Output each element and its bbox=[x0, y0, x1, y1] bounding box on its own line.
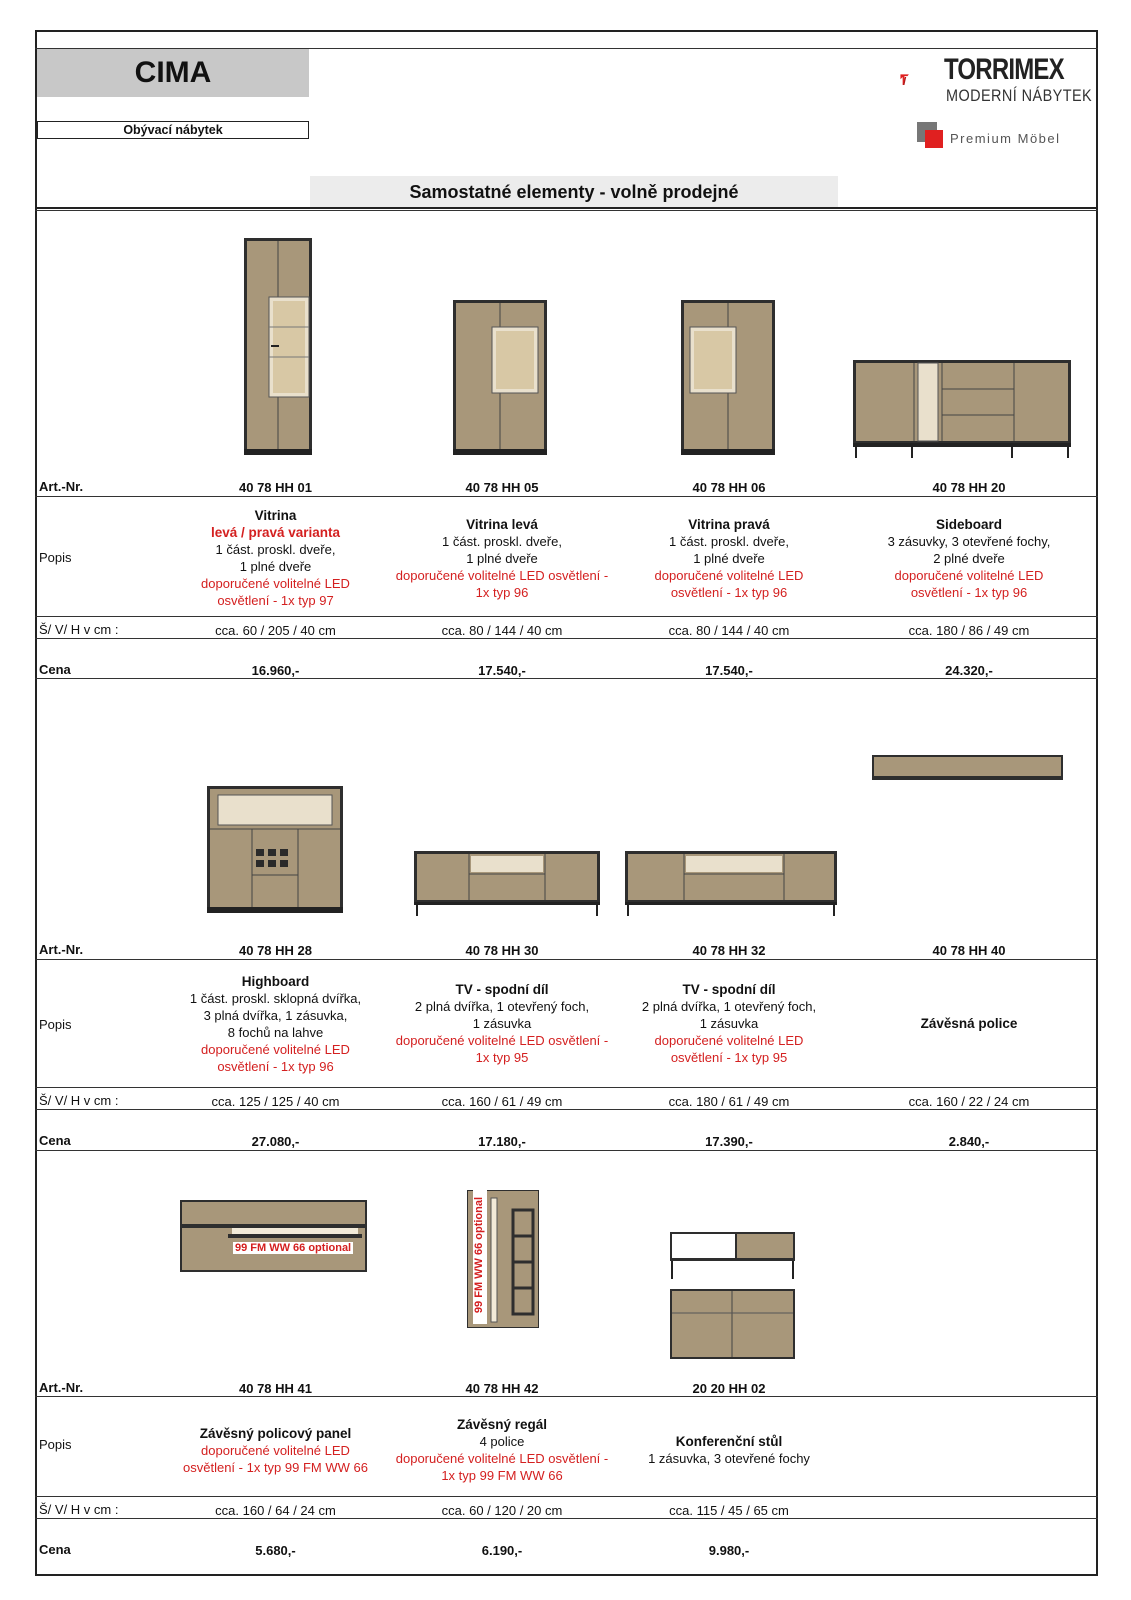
product-description bbox=[842, 505, 1096, 611]
highboard-illustration bbox=[206, 785, 344, 915]
dims-label: Š/ V/ H v cm : bbox=[39, 622, 119, 637]
desc-line: 1 plné dveře bbox=[466, 550, 538, 566]
led-note: doporučené volitelné LED osvětlení - bbox=[395, 567, 609, 583]
led-option-label: 99 FM WW 66 optional bbox=[235, 1242, 352, 1254]
price: 9.980,- bbox=[708, 1543, 750, 1558]
art-nr: 40 78 HH 20 bbox=[932, 480, 1006, 495]
shelf-panel-illustration bbox=[180, 1200, 367, 1272]
tv-unit-illustration bbox=[413, 850, 601, 917]
led-note: doporučené volitelné LED bbox=[201, 576, 350, 591]
art-nr-label: Art.-Nr. bbox=[39, 942, 84, 957]
price: 16.960,- bbox=[251, 663, 300, 678]
art-nr: 40 78 HH 40 bbox=[932, 943, 1006, 958]
led-note: osvětlení - 1x typ 96 bbox=[910, 584, 1028, 600]
variant-note: levá / pravá varianta bbox=[210, 525, 341, 540]
desc-line: 1 zásuvka bbox=[472, 1016, 532, 1031]
product-title: Sideboard bbox=[935, 516, 1002, 532]
art-nr: 40 78 HH 42 bbox=[465, 1381, 539, 1396]
product-title: Highboard bbox=[241, 973, 310, 989]
product-title: Závěsný policový panel bbox=[199, 1425, 352, 1441]
product-description bbox=[388, 1404, 616, 1496]
row-divider bbox=[35, 638, 1098, 639]
series-title: CIMA bbox=[37, 49, 309, 97]
price-label: Cena bbox=[39, 1133, 71, 1148]
art-nr: 40 78 HH 06 bbox=[692, 480, 766, 495]
price: 17.180,- bbox=[478, 1134, 526, 1149]
art-nr: 40 78 HH 01 bbox=[239, 480, 312, 495]
row-divider bbox=[35, 1518, 1098, 1519]
dimensions: cca. 80 / 144 / 40 cm bbox=[668, 623, 790, 638]
product-description bbox=[163, 1404, 388, 1496]
section-title: Samostatné elementy - volně prodejné bbox=[310, 176, 838, 208]
row-divider bbox=[35, 496, 1098, 497]
led-note: osvětlení - 1x typ 95 bbox=[670, 1050, 788, 1065]
product-description bbox=[616, 970, 842, 1077]
coffee-table-side-illustration bbox=[670, 1232, 795, 1280]
led-note: doporučené volitelné LED bbox=[894, 567, 1044, 583]
art-nr-label: Art.-Nr. bbox=[39, 1380, 84, 1395]
row-divider bbox=[35, 1396, 1098, 1397]
art-nr: 40 78 HH 05 bbox=[465, 480, 539, 495]
brand-name: TORRIMEX bbox=[944, 53, 1064, 86]
price-label: Cena bbox=[39, 1542, 71, 1557]
led-note: doporučené volitelné LED bbox=[201, 1442, 350, 1458]
product-description bbox=[616, 505, 842, 611]
led-note: 1x typ 99 FM WW 66 bbox=[441, 1468, 563, 1483]
desc-line: 1 plné dveře bbox=[693, 550, 765, 566]
dims-label: Š/ V/ H v cm : bbox=[39, 1093, 119, 1108]
art-nr: 20 20 HH 02 bbox=[692, 1381, 766, 1396]
desc-line: 1 plné dveře bbox=[239, 559, 312, 574]
art-nr: 40 78 HH 41 bbox=[239, 1381, 312, 1396]
popis-label: Popis bbox=[39, 1437, 72, 1452]
dimensions: cca. 180 / 61 / 49 cm bbox=[668, 1094, 790, 1109]
page-frame bbox=[35, 30, 1098, 1576]
popis-label: Popis bbox=[39, 550, 72, 565]
dimensions: cca. 115 / 45 / 65 cm bbox=[669, 1503, 789, 1518]
desc-line: 3 plná dvířka, 1 zásuvka, bbox=[203, 1007, 348, 1023]
product-description bbox=[163, 505, 388, 611]
product-title: Vitrina pravá bbox=[688, 516, 770, 532]
price: 5.680,- bbox=[255, 1543, 296, 1558]
dimensions: cca. 60 / 205 / 40 cm bbox=[215, 623, 336, 638]
led-option-label: 99 FM WW 66 optional bbox=[473, 1186, 487, 1324]
art-nr-label: Art.-Nr. bbox=[39, 479, 84, 494]
led-note: osvětlení - 1x typ 96 bbox=[217, 1058, 334, 1074]
led-note: osvětlení - 1x typ 97 bbox=[217, 593, 334, 608]
desc-line: 2 plná dvířka, 1 otevřený foch, bbox=[641, 999, 817, 1014]
led-note: doporučené volitelné LED bbox=[654, 567, 804, 583]
row-divider bbox=[35, 1109, 1098, 1110]
led-note: 1x typ 95 bbox=[475, 1050, 529, 1065]
desc-line: 1 část. proskl. dveře, bbox=[442, 533, 562, 549]
section-divider-2 bbox=[35, 210, 1098, 211]
led-note: doporučené volitelné LED osvětlení - bbox=[395, 1451, 609, 1466]
product-description bbox=[388, 970, 616, 1077]
price: 6.190,- bbox=[481, 1543, 523, 1558]
desc-line: 2 plné dveře bbox=[933, 550, 1005, 566]
vitrina-illustration bbox=[243, 237, 313, 457]
block-divider bbox=[35, 1150, 1098, 1151]
block-divider bbox=[35, 678, 1098, 679]
product-title: Konferenční stůl bbox=[675, 1434, 783, 1449]
dimensions: cca. 125 / 125 / 40 cm bbox=[211, 1094, 340, 1109]
torrimex-logo-icon bbox=[900, 54, 942, 106]
product-title: Vitrina levá bbox=[466, 516, 538, 532]
vitrina-leva-illustration bbox=[452, 299, 548, 457]
led-note: 1x typ 96 bbox=[475, 584, 529, 600]
desc-line: 1 část. proskl. dveře, bbox=[215, 542, 336, 557]
sideboard-illustration bbox=[852, 359, 1072, 459]
product-description bbox=[388, 505, 616, 611]
coffee-table-top-illustration bbox=[670, 1289, 795, 1359]
product-title: TV - spodní díl bbox=[682, 982, 776, 997]
led-note: osvětlení - 1x typ 99 FM WW 66 bbox=[183, 1459, 368, 1475]
wall-rack-illustration bbox=[467, 1190, 539, 1328]
vitrina-prava-illustration bbox=[680, 299, 776, 457]
row-divider bbox=[35, 1496, 1098, 1497]
dimensions: cca. 160 / 22 / 24 cm bbox=[908, 1094, 1030, 1109]
dimensions: cca. 160 / 64 / 24 cm bbox=[215, 1503, 336, 1518]
category-label: Obývací nábytek bbox=[37, 121, 309, 139]
tv-unit-large-illustration bbox=[624, 850, 838, 917]
row-divider bbox=[35, 1087, 1098, 1088]
product-description bbox=[842, 970, 1096, 1077]
popis-label: Popis bbox=[39, 1017, 72, 1032]
dimensions: cca. 80 / 144 / 40 cm bbox=[441, 623, 563, 638]
price: 27.080,- bbox=[251, 1134, 300, 1149]
price-label: Cena bbox=[39, 662, 71, 677]
desc-line: 1 zásuvka bbox=[699, 1016, 759, 1031]
wall-shelf-illustration bbox=[872, 755, 1063, 780]
art-nr: 40 78 HH 30 bbox=[465, 943, 539, 958]
desc-line: 8 fochů na lahve bbox=[227, 1024, 324, 1040]
row-divider bbox=[35, 616, 1098, 617]
price: 2.840,- bbox=[948, 1134, 990, 1149]
dimensions: cca. 60 / 120 / 20 cm bbox=[441, 1503, 563, 1518]
led-note: osvětlení - 1x typ 96 bbox=[670, 584, 788, 600]
section-divider bbox=[35, 207, 1098, 209]
led-note: doporučené volitelné LED bbox=[654, 1033, 804, 1048]
led-note: doporučené volitelné LED bbox=[201, 1041, 350, 1057]
product-description bbox=[163, 970, 388, 1077]
desc-line: 1 část. proskl. dveře, bbox=[669, 533, 789, 549]
price: 17.390,- bbox=[705, 1134, 753, 1149]
row-divider bbox=[35, 959, 1098, 960]
premium-moebel-icon bbox=[917, 122, 947, 148]
price: 17.540,- bbox=[705, 663, 753, 678]
product-title: Závěsný regál bbox=[456, 1417, 548, 1432]
led-note: doporučené volitelné LED osvětlení - bbox=[395, 1033, 609, 1048]
art-nr: 40 78 HH 28 bbox=[239, 943, 312, 958]
product-description bbox=[616, 1404, 842, 1496]
brand-tagline: MODERNÍ NÁBYTEK bbox=[946, 86, 1093, 105]
desc-line: 1 část. proskl. sklopná dvířka, bbox=[189, 990, 362, 1006]
product-title: TV - spodní díl bbox=[455, 982, 549, 997]
desc-line: 1 zásuvka, 3 otevřené fochy bbox=[648, 1451, 810, 1466]
desc-line: 3 zásuvky, 3 otevřené fochy, bbox=[887, 533, 1051, 549]
product-title: Závěsná police bbox=[920, 1016, 1018, 1031]
desc-line: 2 plná dvířka, 1 otevřený foch, bbox=[414, 999, 590, 1014]
desc-line: 4 police bbox=[479, 1434, 525, 1449]
dimensions: cca. 160 / 61 / 49 cm bbox=[441, 1094, 563, 1109]
dims-label: Š/ V/ H v cm : bbox=[39, 1502, 119, 1517]
price: 24.320,- bbox=[945, 663, 993, 678]
price: 17.540,- bbox=[478, 663, 526, 678]
art-nr: 40 78 HH 32 bbox=[692, 943, 766, 958]
dimensions: cca. 180 / 86 / 49 cm bbox=[908, 623, 1030, 638]
premium-label: Premium Möbel bbox=[950, 131, 1061, 146]
product-title: Vitrina bbox=[254, 508, 297, 523]
